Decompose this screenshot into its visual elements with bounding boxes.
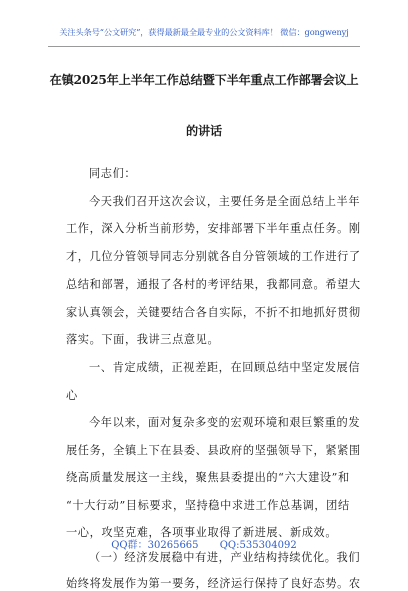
page-footer [0, 536, 408, 551]
footer-qq-group: QQ群：30265665 [111, 540, 199, 551]
header-divider [48, 46, 360, 47]
document-title-line-2: 的讲话 [186, 124, 222, 138]
document-title-line-1: 在镇2025年上半年工作总结暨下半年重点工作部署会议上 [49, 73, 359, 87]
body-line: 同志们： [89, 167, 137, 180]
body-line: 今天我们召开这次会议，主要任务是全面总结上半年 [89, 195, 361, 208]
body-line: 才，几位分管领导同志分别就各自分管领域的工作进行了 [66, 250, 361, 263]
body-line: “十大行动”目标要求，坚持稳中求进工作总基调，团结 [66, 499, 350, 512]
body-line: 总结和部署，通报了各村的考评结果，我都同意。希望大 [66, 278, 361, 291]
body-line: 一心，攻坚克难，各项事业取得了新进展、新成效。 [66, 526, 338, 539]
section-heading-line: 一、肯定成绩，正视差距，在回顾总结中坚定发展信 [89, 361, 361, 374]
page-header: 关注头条号“公文研究”，获得最新最全最专业的公文资料库！ 微信：gongwenyj [59, 27, 349, 37]
body-line: 展任务，全镇上下在县委、县政府的坚强领导下，紧紧围 [66, 444, 361, 457]
body-line: 落实。下面，我讲三点意见。 [66, 333, 220, 346]
section-heading-line: 心 [66, 389, 78, 402]
body-line: 工作，深入分析当前形势，安排部署下半年重点任务。刚 [66, 222, 361, 235]
body-line: 家认真领会，关键要结合各自实际，不折不扣地抓好贯彻 [66, 306, 361, 319]
body-line: 始终将发展作为第一要务，经济运行保持了良好态势。农 [66, 577, 361, 590]
footer-qq-contact: QQ:535304092 [219, 540, 297, 551]
body-line: 今年以来，面对复杂多变的宏观环境和艰巨繁重的发 [89, 416, 361, 429]
body-line: （一）经济发展稳中有进，产业结构持续优化。我们 [89, 551, 361, 564]
body-line: 绕高质量发展这一主线，聚焦县委提出的“六大建设”和 [66, 471, 350, 484]
